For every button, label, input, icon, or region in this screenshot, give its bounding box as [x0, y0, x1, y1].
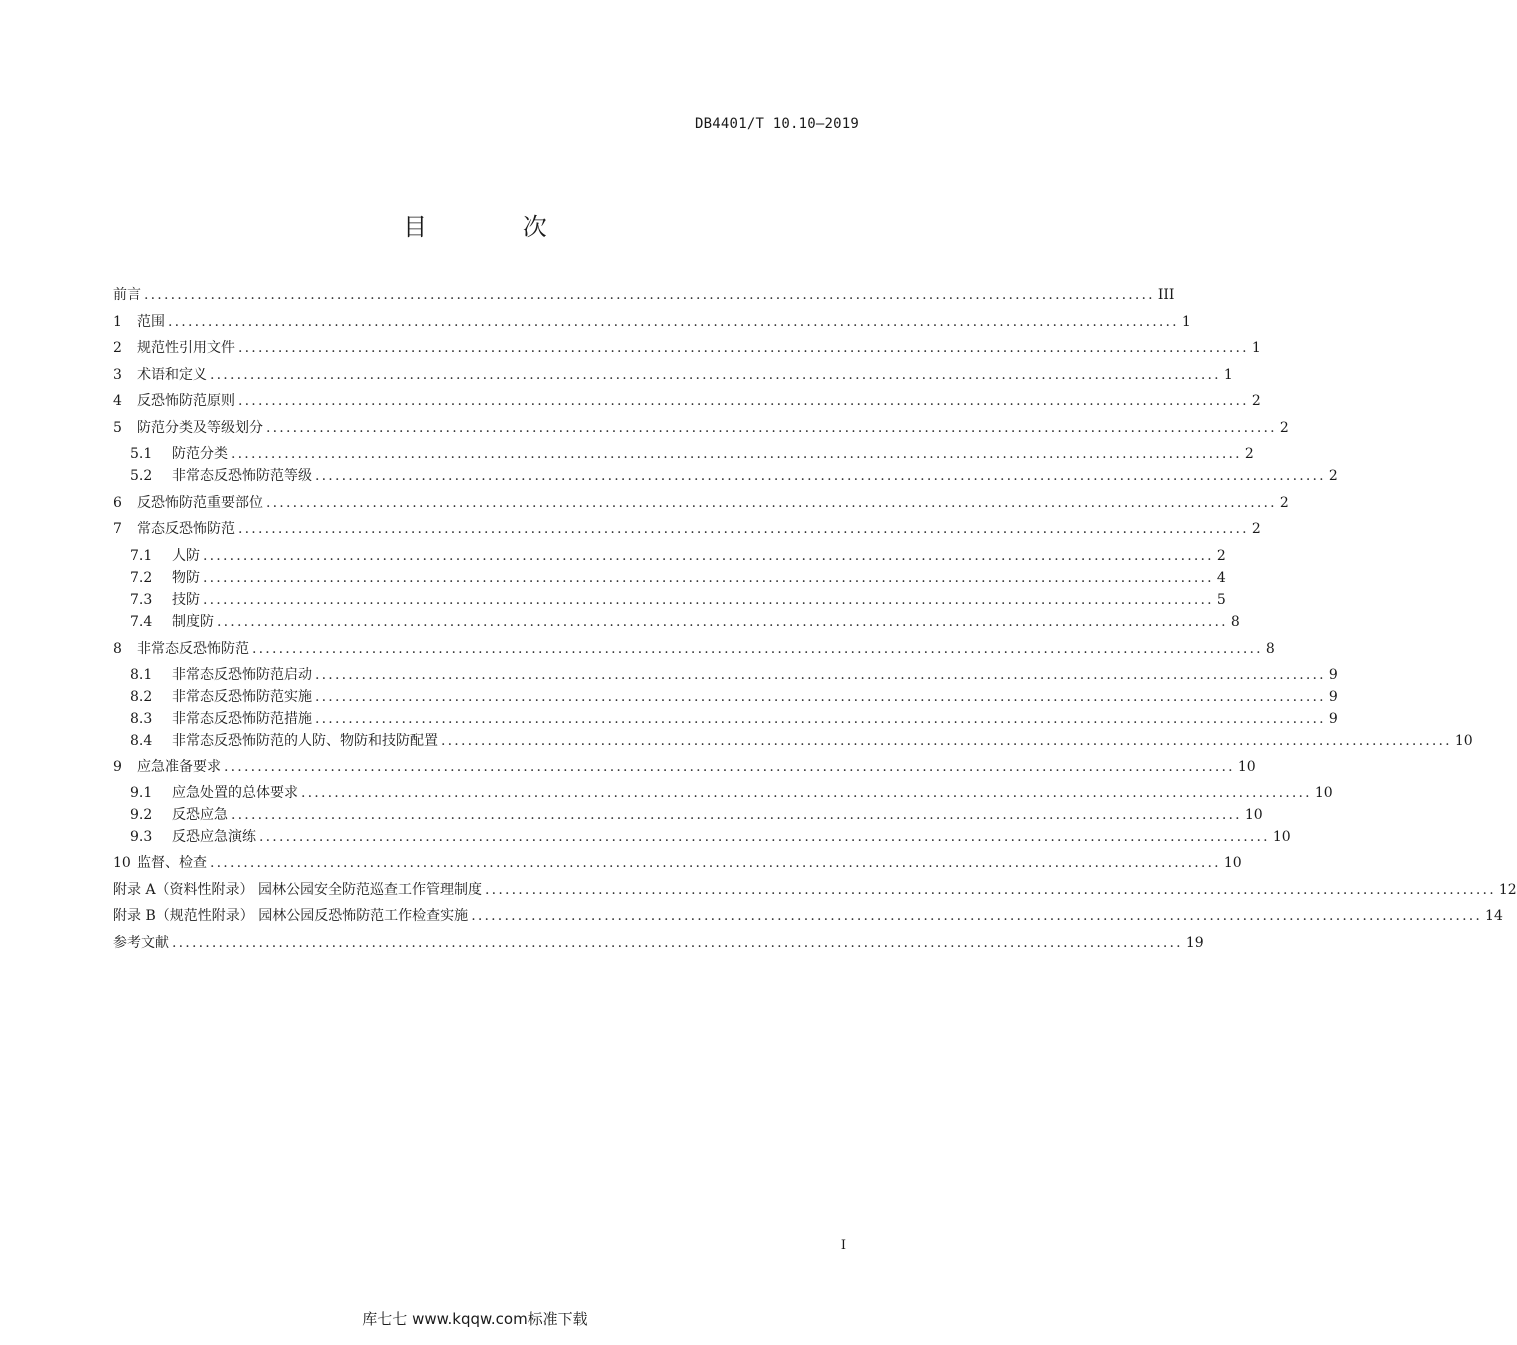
toc-entry-number: 5.2	[130, 468, 153, 484]
dot-leader: ........................................................................................................................................................	[441, 733, 1452, 749]
toc-entry-number: 7.1	[130, 548, 153, 564]
toc-entry-page: 2	[1251, 521, 1261, 537]
toc-entry-label: 常态反恐怖防范	[137, 521, 235, 537]
toc-entry-7-1[interactable]	[130, 545, 1226, 567]
toc-entry-label: 应急处置的总体要求	[172, 785, 298, 801]
dot-leader: ........................................................................................................................................................	[231, 446, 1242, 462]
dot-leader: ........................................................................................................................................................	[224, 759, 1235, 775]
toc-entry-page: III	[1157, 287, 1175, 303]
toc-entry-label: 术语和定义	[137, 367, 207, 383]
toc-entry-label: 非常态反恐怖防范实施	[172, 689, 312, 705]
dot-leader: ........................................................................................................................................................	[203, 592, 1214, 608]
toc-entry-number: 1	[113, 314, 122, 330]
toc-entry-number: 7.3	[130, 592, 153, 608]
toc-entry-2[interactable]	[113, 337, 1261, 359]
toc-entry-number: 7	[113, 521, 122, 537]
toc-entry-label: 反恐怖防范重要部位	[137, 495, 263, 511]
toc-entry-8-4[interactable]	[130, 730, 1473, 752]
toc-entry-5-2[interactable]	[130, 465, 1338, 487]
toc-entry-number: 5.1	[130, 446, 153, 462]
toc-title: 目 次	[403, 213, 591, 241]
toc-entry-page: 10	[1237, 759, 1256, 775]
dot-leader: ........................................................................................................................................................	[315, 468, 1326, 484]
toc-entry-number: 7.2	[130, 570, 153, 586]
toc-entry-page: 1	[1181, 314, 1191, 330]
toc-entry-1[interactable]	[113, 311, 1191, 333]
toc-entry-label: 监督、检查	[137, 855, 207, 871]
toc-entry-page: 12	[1498, 882, 1517, 898]
dot-leader: ........................................................................................................................................................	[315, 711, 1326, 727]
toc-entry-page: 1	[1251, 340, 1261, 356]
toc-entry-page: 2	[1328, 468, 1338, 484]
toc-entry-page: 19	[1185, 935, 1204, 951]
dot-leader: ........................................................................................................................................................	[301, 785, 1312, 801]
toc-entry-appendix-a[interactable]	[113, 879, 1517, 901]
dot-leader: ........................................................................................................................................................	[210, 855, 1221, 871]
toc-entry-4[interactable]	[113, 390, 1261, 412]
dot-leader: ........................................................................................................................................................	[315, 667, 1326, 683]
toc-entry-10[interactable]	[113, 852, 1242, 874]
toc-entry-page: 10	[1244, 807, 1263, 823]
toc-entry-number: 7.4	[130, 614, 153, 630]
toc-entry-page: 10	[1272, 829, 1291, 845]
dot-leader: ........................................................................................................................................................	[259, 829, 1270, 845]
toc-entry-label: 非常态反恐怖防范	[137, 641, 249, 657]
toc-entry-7-2[interactable]	[130, 567, 1226, 589]
toc-entry-label: 反恐怖防范原则	[137, 393, 235, 409]
toc-entry-label: 范围	[137, 314, 165, 330]
toc-entry-page: 4	[1216, 570, 1226, 586]
toc-entry-label: 物防	[172, 570, 200, 586]
dot-leader: ........................................................................................................................................................	[266, 420, 1277, 436]
toc-entry-7-4[interactable]	[130, 611, 1240, 633]
toc-entry-page: 10	[1314, 785, 1333, 801]
toc-entry-8-3[interactable]	[130, 708, 1338, 730]
toc-entry-page: 10	[1223, 855, 1242, 871]
toc-entry-label: 反恐应急演练	[172, 829, 256, 845]
toc-entry-number: 4	[113, 393, 122, 409]
toc-entry-number: 5	[113, 420, 122, 436]
toc-entry-number: 6	[113, 495, 122, 511]
document-code: DB4401/T 10.10—2019	[695, 116, 859, 132]
toc-entry-page: 2	[1279, 495, 1289, 511]
dot-leader: ........................................................................................................................................................	[315, 689, 1326, 705]
toc-entry-number: 3	[113, 367, 122, 383]
toc-entry-page: 10	[1454, 733, 1473, 749]
toc-entry-number: 9.1	[130, 785, 153, 801]
toc-entry-number: 9.3	[130, 829, 153, 845]
toc-entry-preface[interactable]	[113, 284, 1175, 306]
toc-entry-7[interactable]	[113, 518, 1261, 540]
toc-entry-number: 8.4	[130, 733, 153, 749]
dot-leader: ........................................................................................................................................................	[231, 807, 1242, 823]
footer-watermark: 库七七 www.kqqw.com标准下载	[362, 1310, 588, 1328]
page-number: I	[840, 1238, 846, 1253]
toc-entry-8-2[interactable]	[130, 686, 1338, 708]
dot-leader: ........................................................................................................................................................	[471, 908, 1483, 924]
toc-entry-label: 制度防	[172, 614, 214, 630]
dot-leader: ........................................................................................................................................................	[210, 367, 1221, 383]
toc-entry-label: 反恐应急	[172, 807, 228, 823]
dot-leader: ........................................................................................................................................................	[238, 521, 1249, 537]
dot-leader: ........................................................................................................................................................	[217, 614, 1228, 630]
toc-entry-page: 2	[1279, 420, 1289, 436]
dot-leader: ........................................................................................................................................................	[203, 548, 1214, 564]
toc-entry-references[interactable]	[113, 932, 1204, 954]
toc-entry-page: 2	[1216, 548, 1226, 564]
toc-entry-number: 9	[113, 759, 122, 775]
toc-entry-label: 附录 B（规范性附录） 园林公园反恐怖防范工作检查实施	[113, 908, 469, 924]
toc-entry-label: 非常态反恐怖防范措施	[172, 711, 312, 727]
toc-entry-5[interactable]	[113, 417, 1289, 439]
dot-leader: ........................................................................................................................................................	[203, 570, 1214, 586]
toc-entry-number: 8.2	[130, 689, 153, 705]
toc-entry-7-3[interactable]	[130, 589, 1226, 611]
toc-entry-label: 非常态反恐怖防范等级	[172, 468, 312, 484]
dot-leader: ........................................................................................................................................................	[144, 287, 1155, 303]
toc-entry-number: 8.1	[130, 667, 153, 683]
toc-entry-label: 技防	[172, 592, 200, 608]
toc-entry-3[interactable]	[113, 364, 1233, 386]
toc-entry-label: 防范分类	[172, 446, 228, 462]
toc-entry-number: 2	[113, 340, 122, 356]
toc-entry-appendix-b[interactable]	[113, 905, 1503, 927]
toc-entry-label: 非常态反恐怖防范的人防、物防和技防配置	[172, 733, 438, 749]
toc-entry-9-2[interactable]	[130, 804, 1263, 826]
dot-leader: ........................................................................................................................................................	[238, 340, 1249, 356]
toc-entry-label: 应急准备要求	[137, 759, 221, 775]
toc-entry-6[interactable]	[113, 492, 1289, 514]
toc-entry-label: 规范性引用文件	[137, 340, 235, 356]
toc-entry-page: 2	[1251, 393, 1261, 409]
toc-entry-page: 2	[1244, 446, 1254, 462]
toc-entry-number: 8.3	[130, 711, 153, 727]
toc-entry-label: 前言	[113, 287, 141, 303]
toc-entry-label: 人防	[172, 548, 200, 564]
toc-entry-9-1[interactable]	[130, 782, 1333, 804]
toc-entry-label: 防范分类及等级划分	[137, 420, 263, 436]
toc-entry-label: 非常态反恐怖防范启动	[172, 667, 312, 683]
dot-leader: ........................................................................................................................................................	[172, 935, 1183, 951]
toc-entry-5-1[interactable]	[130, 443, 1254, 465]
toc-entry-page: 9	[1328, 667, 1338, 683]
toc-entry-page: 1	[1223, 367, 1233, 383]
toc-entry-page: 8	[1230, 614, 1240, 630]
toc-entry-9-3[interactable]	[130, 826, 1291, 848]
dot-leader: ........................................................................................................................................................	[266, 495, 1277, 511]
toc-entry-label: 参考文献	[113, 935, 169, 951]
toc-entry-page: 5	[1216, 592, 1226, 608]
toc-entry-9[interactable]	[113, 756, 1256, 778]
toc-entry-page: 8	[1265, 641, 1275, 657]
dot-leader: ........................................................................................................................................................	[252, 641, 1263, 657]
toc-entry-8-1[interactable]	[130, 664, 1338, 686]
toc-entry-number: 8	[113, 641, 122, 657]
toc-entry-label: 附录 A（资料性附录） 园林公园安全防范巡查工作管理制度	[113, 882, 483, 898]
dot-leader: ........................................................................................................................................................	[238, 393, 1249, 409]
toc-entry-number: 10	[113, 855, 131, 871]
toc-entry-number: 9.2	[130, 807, 153, 823]
toc-entry-page: 9	[1328, 689, 1338, 705]
toc-entry-page: 14	[1485, 908, 1503, 924]
dot-leader: ........................................................................................................................................................	[168, 314, 1179, 330]
dot-leader: ........................................................................................................................................................	[485, 882, 1496, 898]
toc-entry-8[interactable]	[113, 638, 1275, 660]
toc-entry-page: 9	[1328, 711, 1338, 727]
